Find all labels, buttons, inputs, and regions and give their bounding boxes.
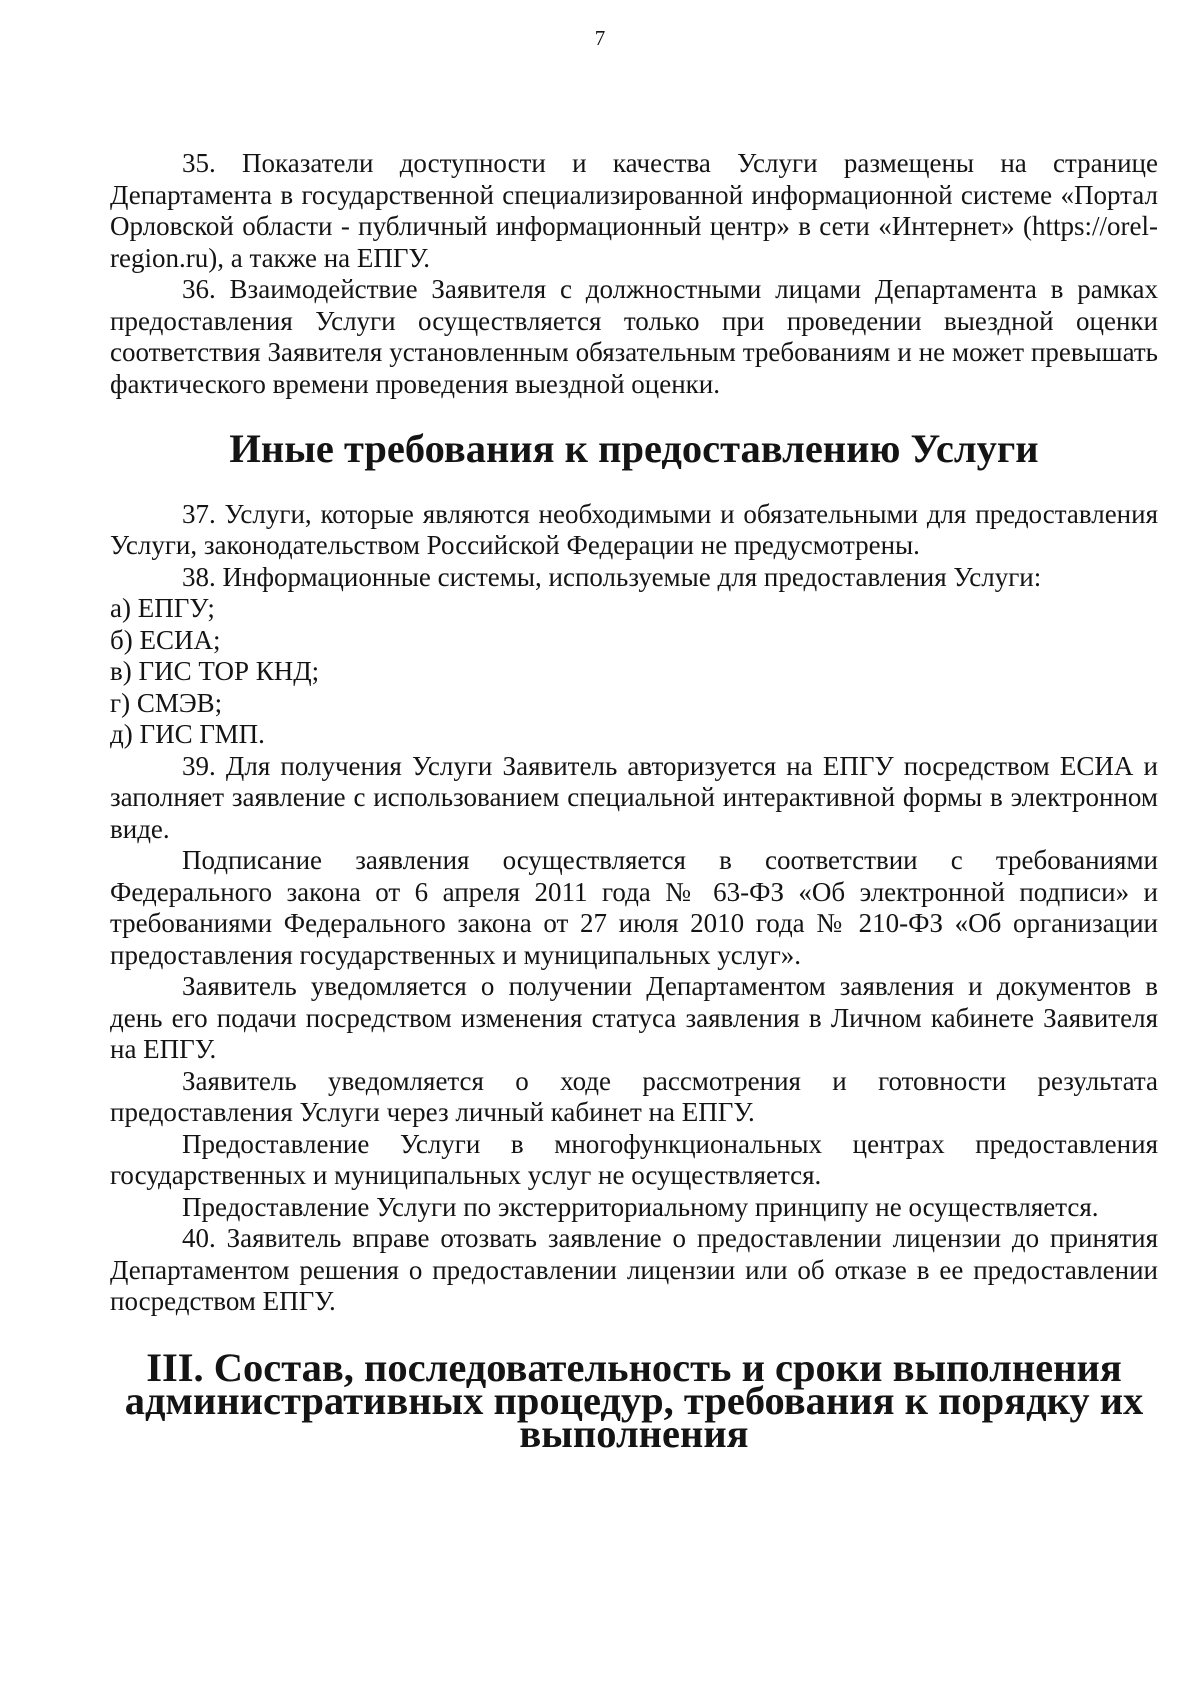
paragraph-signing: Подписание заявления осуществляется в соответствии с требованиями Федерального закона от 6 апреля 2011 года № 63-ФЗ «Об электронной подписи» и требованиями Федерального закона от 27 июля 2010 года № 210-ФЗ «Об организации предоставления государственных и муниципальных услуг». xyxy=(110,845,1158,970)
paragraph-notification-receipt: Заявитель уведомляется о получении Департаментом заявления и документов в день его подачи посредством изменения статуса заявления в Личном кабинете Заявителя на ЕПГУ. xyxy=(110,971,1158,1064)
paragraph-40: 40. Заявитель вправе отозвать заявление о предоставлении лицензии до принятия Департаментом решения о предоставлении лицензии или об отказе в ее предоставлении посредством ЕПГУ. xyxy=(110,1223,1158,1316)
list-item-system: д) ГИС ГМП. xyxy=(110,719,265,749)
paragraph-37: 37. Услуги, которые являются необходимыми и обязательными для предоставления Услуги, законодательством Российской Федерации не предусмотрены. xyxy=(110,498,1158,560)
list-item-system: в) ГИС ТОР КНД; xyxy=(110,656,320,686)
paragraph-extraterritorial: Предоставление Услуги по экстерриториальному принципу не осуществляется. xyxy=(182,1191,1099,1222)
list-item-system: г) СМЭВ; xyxy=(110,687,223,718)
paragraph-36: 36. Взаимодействие Заявителя с должностными лицами Департамента в рамках предоставления Услуги осуществляется только при проведении выездной оценки соответствия Заявителя установленным обязательным требованиям и не может превышать фактического времени проведения выездной оценки. xyxy=(110,274,1158,399)
list-item-system: б) ЕСИА; xyxy=(110,624,221,655)
section-heading-iii xyxy=(110,1344,1158,1456)
paragraph-35: 35. Показатели доступности и качества Услуги размещены на странице Департамента в государственной специализированной информационной системе «Портал Орловской области - публичный информационный центр» в сети «Интернет» (https://orel-region.ru), а также на ЕПГУ. xyxy=(110,148,1158,273)
page-number: 7 xyxy=(594,26,606,50)
paragraph-mfc: Предоставление Услуги в многофункциональных центрах предоставления государственных и муниципальных услуг не осуществляется. xyxy=(110,1128,1158,1190)
list-item-system: а) ЕПГУ; xyxy=(110,593,215,623)
section-heading-iii-line1: III. Состав, последовательность и сроки выполнения xyxy=(146,1344,1122,1390)
section-heading-other-requirements: Иные требования к предоставлению Услуги xyxy=(229,426,1039,471)
paragraph-38: 38. Информационные системы, используемые для предоставления Услуги: xyxy=(182,561,1042,592)
paragraph-39: 39. Для получения Услуги Заявитель авторизуется на ЕПГУ посредством ЕСИА и заполняет заявление с использованием специальной интерактивной формы в электронном виде. xyxy=(110,750,1158,844)
paragraph-notification-progress: Заявитель уведомляется о ходе рассмотрения и готовности результата предоставления Услуги через личный кабинет на ЕПГУ. xyxy=(110,1065,1158,1127)
section-heading-iii-line2: административных процедур, требования к порядку их выполнения xyxy=(124,1377,1144,1456)
document-body xyxy=(110,148,1158,1456)
